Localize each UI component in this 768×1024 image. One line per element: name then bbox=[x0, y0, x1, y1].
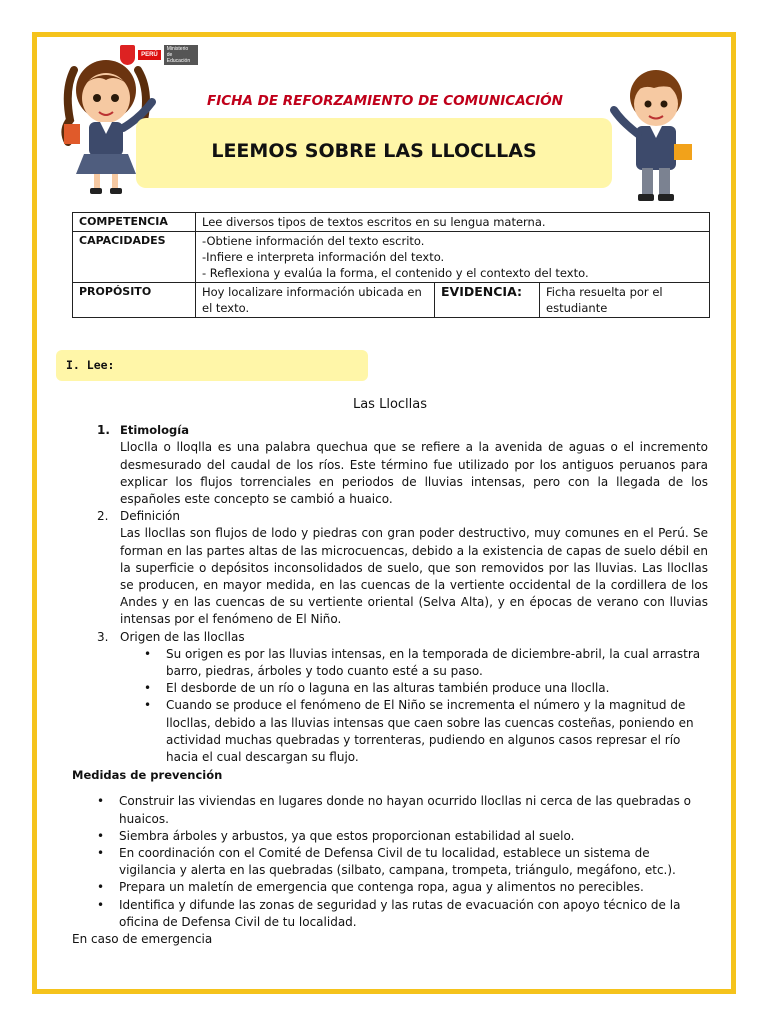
proposito-label: PROPÓSITO bbox=[73, 283, 196, 318]
capacidades-label: CAPACIDADES bbox=[73, 232, 196, 283]
capacidad-item: -Obtiene información del texto escrito. bbox=[202, 234, 425, 248]
evidencia-value: Ficha resuelta por el estudiante bbox=[540, 283, 710, 318]
list-item: • Su origen es por las lluvias intensas, en la temporada de diciembre-abril, la cual arrastra barro, piedras, árboles y todo cuanto esté a su paso. bbox=[166, 646, 708, 680]
section-heading-lee: I. Lee: bbox=[56, 350, 368, 381]
list-item: • Prepara un maletín de emergencia que contenga ropa, agua y alimentos no perecibles. bbox=[119, 879, 708, 896]
list-item: • En coordinación con el Comité de Defensa Civil de tu localidad, establece un sistema de vigilancia y alerta en las quebradas (silbato, campana, trompeta, triángulo, megáfono, etc.). bbox=[119, 845, 708, 879]
numbered-section bbox=[72, 508, 708, 628]
list-item: • Cuando se produce el fenómeno de El Niño se incrementa el número y la magnitud de llocllas, debido a las lluvias intensas que caen sobre las cuencas costeñas, poniendo en actividad muchas quebradas y torrenteras, pudiendo en algunos casos represar el río hacia el cual descargan su flujo. bbox=[166, 697, 708, 766]
section-number: 2. bbox=[97, 509, 109, 524]
list-item: • Construir las viviendas en lugares donde no hayan ocurrido llocllas ni cerca de las quebradas o huaicos. bbox=[119, 793, 708, 827]
logo-ministry: Ministerio de Educación bbox=[164, 45, 198, 65]
section-paragraph: Las llocllas son flujos de lodo y piedras con gran poder destructivo, muy comunes en el Perú. Se forman en las partes altas de las microcuencas, debido a la existencia de capas de suelo débil en la superficie o depósitos inconsolidados de suelo, que son removidos por las lluvias. Las llocllas se producen, en mayor medida, en las cuencas de la vertiente occidental de la cordillera de los Andes y en las cuencas de su vertiente oriental (Selva Alta), y en épocas de verano con lluvias intensas por el fenómeno de El Niño. bbox=[120, 526, 708, 627]
proposito-value: Hoy localizare información ubicada en el texto. bbox=[196, 283, 435, 318]
numbered-section bbox=[72, 422, 708, 508]
origin-bullet-list bbox=[72, 646, 708, 766]
list-item: • El desborde de un río o laguna en las alturas también produce una lloclla. bbox=[166, 680, 708, 697]
list-item: • Siembra árboles y arbustos, ya que estos proporcionan estabilidad al suelo. bbox=[119, 828, 708, 845]
logo-country: PERÚ bbox=[138, 50, 161, 60]
numbered-section bbox=[72, 629, 708, 646]
capacidad-item: -Infiere e interpreta información del texto. bbox=[202, 250, 445, 264]
boy-student-illustration bbox=[606, 64, 706, 204]
competency-table bbox=[72, 212, 710, 318]
capacidad-item: - Reflexiona y evalúa la forma, el contenido y el contexto del texto. bbox=[202, 266, 589, 280]
prevention-heading: Medidas de prevención bbox=[72, 768, 223, 783]
capacidades-list bbox=[196, 232, 710, 283]
worksheet-type-title: FICHA DE REFORZAMIENTO DE COMUNICACIÓN bbox=[207, 93, 563, 109]
reading-text bbox=[72, 396, 708, 948]
title-banner bbox=[136, 118, 612, 188]
section-heading: Etimología bbox=[120, 423, 189, 438]
section-heading: Origen de las llocllas bbox=[120, 629, 245, 644]
emergency-heading: En caso de emergencia bbox=[72, 932, 213, 947]
section-heading: Definición bbox=[120, 509, 180, 524]
section-number: 1. bbox=[97, 423, 110, 438]
section-paragraph: Lloclla o lloqlla es una palabra quechua que se refiere a la avenida de aguas o el incremento desmesurado del caudal de los ríos. Este término fue utilizado por los antiguos peruanos para explicar los flujos torrenciales en periodos de lluvias intensas, pero con la llegada de los españoles este concepto se cambió a huaico. bbox=[120, 440, 708, 507]
section-number: 3. bbox=[97, 629, 109, 644]
reading-title: Las Llocllas bbox=[352, 397, 428, 412]
prevention-bullet-list bbox=[72, 793, 708, 931]
page-title: LEEMOS SOBRE LAS LLOCLLAS bbox=[211, 140, 537, 162]
competencia-label: COMPETENCIA bbox=[73, 213, 196, 232]
evidencia-label: EVIDENCIA: bbox=[435, 283, 540, 318]
list-item: • Identifica y difunde las zonas de seguridad y las rutas de evacuación con apoyo técnico de la oficina de Defensa Civil de tu localidad. bbox=[119, 897, 708, 931]
competencia-value: Lee diversos tipos de textos escritos en su lengua materna. bbox=[196, 213, 710, 232]
